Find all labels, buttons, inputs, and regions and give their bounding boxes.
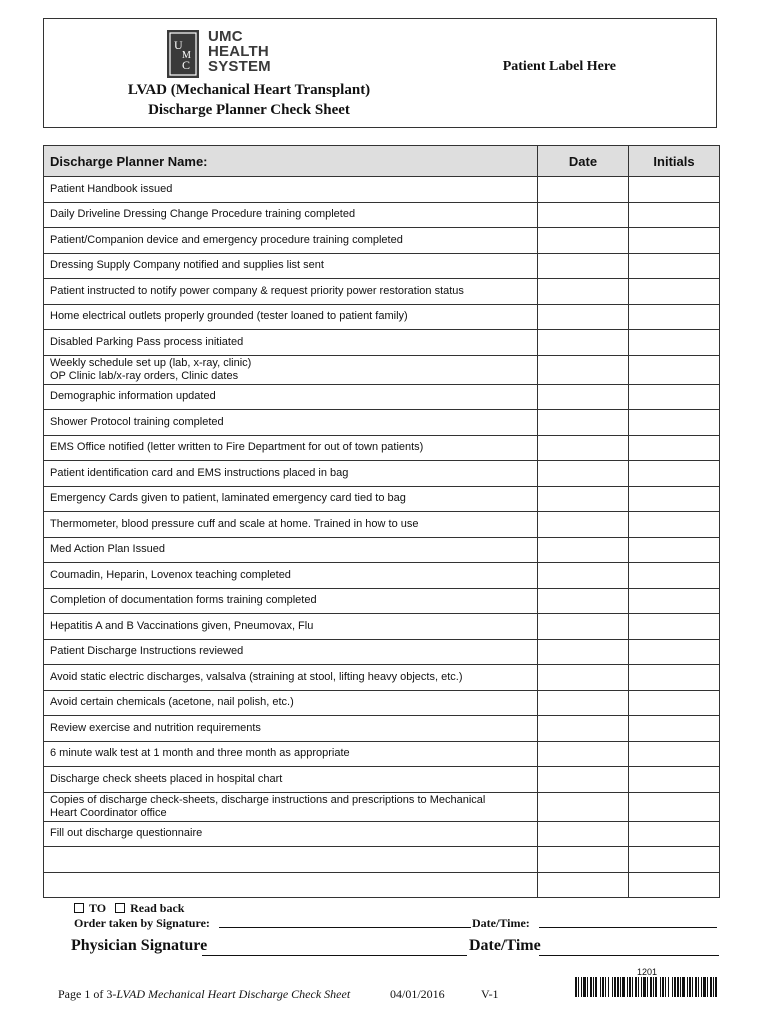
date-cell[interactable]: [538, 228, 629, 254]
date-cell[interactable]: [538, 512, 629, 538]
logo-text-line: HEALTH: [208, 43, 269, 60]
barcode-bar: [710, 977, 712, 997]
date-cell[interactable]: [538, 741, 629, 767]
initials-cell[interactable]: [629, 872, 720, 898]
footer-page-number: Page 1 of 3-: [58, 987, 117, 1001]
date-cell[interactable]: [538, 486, 629, 512]
date-cell[interactable]: [538, 614, 629, 640]
barcode-bar: [660, 977, 661, 997]
table-row: [44, 461, 720, 487]
checklist-item-text: Daily Driveline Dressing Change Procedure training completed: [50, 208, 356, 221]
barcode-bar: [620, 977, 621, 997]
table-row: [44, 253, 720, 279]
initials-cell[interactable]: [629, 690, 720, 716]
checklist-item: [44, 202, 538, 228]
table-row: [44, 614, 720, 640]
initials-cell[interactable]: [629, 461, 720, 487]
barcode-bar: [689, 977, 691, 997]
checklist-item-text: Coumadin, Heparin, Lovenox teaching completed: [50, 568, 291, 581]
table-row: [44, 177, 720, 203]
barcode-bar: [655, 977, 657, 997]
barcode-bar: [692, 977, 693, 997]
readback-checkbox[interactable]: [115, 903, 125, 913]
barcode-bar: [602, 977, 604, 997]
barcode-bar: [635, 977, 637, 997]
checklist-item: [44, 253, 538, 279]
date-cell[interactable]: [538, 461, 629, 487]
initials-header: Initials: [629, 146, 720, 177]
initials-cell[interactable]: [629, 639, 720, 665]
checklist-item-text: Fill out discharge questionnaire: [50, 827, 203, 840]
initials-cell[interactable]: [629, 614, 720, 640]
table-row: [44, 410, 720, 436]
checklist-item: [44, 614, 538, 640]
checklist-item: [44, 461, 538, 487]
table-row: [44, 767, 720, 793]
date-cell[interactable]: [538, 410, 629, 436]
footer-doc-name: LVAD Mechanical Heart Discharge Check Sheet: [116, 987, 351, 1001]
checklist-item-text: Copies of discharge check-sheets, discharge instructions and prescriptions to Mechanical: [50, 793, 486, 806]
to-label: TO: [89, 901, 107, 915]
barcode-bar: [665, 977, 666, 997]
table-row: [44, 665, 720, 691]
checklist-item: [44, 279, 538, 305]
initials-cell[interactable]: [629, 228, 720, 254]
checklist-item: [44, 512, 538, 538]
barcode-bar: [638, 977, 639, 997]
checklist-item: [44, 537, 538, 563]
logo-mark-c: C: [182, 58, 191, 72]
checklist-item: [44, 228, 538, 254]
date-header: Date: [538, 146, 629, 177]
initials-cell[interactable]: [629, 330, 720, 356]
initials-cell[interactable]: [629, 847, 720, 873]
barcode-bar: [612, 977, 613, 997]
barcode-bar: [587, 977, 588, 997]
checklist-item-text: Patient/Companion device and emergency procedure training completed: [50, 233, 403, 246]
barcode-bar: [687, 977, 688, 997]
checklist-item-text: Patient Handbook issued: [50, 182, 173, 195]
table-row: [44, 435, 720, 461]
date-cell[interactable]: [538, 177, 629, 203]
table-row: [44, 384, 720, 410]
date-cell[interactable]: [538, 537, 629, 563]
table-header-row: [44, 146, 720, 177]
checklist-item-text: Patient instructed to notify power company & request priority power restoration status: [50, 284, 464, 297]
table-row: [44, 279, 720, 305]
barcode-bar: [698, 977, 699, 997]
initials-cell[interactable]: [629, 767, 720, 793]
discharge-checklist-table: [43, 145, 720, 898]
barcode-bar: [595, 977, 597, 997]
logo-mark-m: M: [182, 50, 191, 61]
barcode-bar: [614, 977, 616, 997]
table-row: [44, 716, 720, 742]
initials-cell[interactable]: [629, 512, 720, 538]
barcode-bar: [593, 977, 594, 997]
barcode-bar: [677, 977, 679, 997]
date-cell[interactable]: [538, 202, 629, 228]
initials-cell[interactable]: [629, 588, 720, 614]
barcode-bar: [643, 977, 646, 997]
table-row: [44, 639, 720, 665]
table-row: [44, 690, 720, 716]
logo-text-line: SYSTEM: [208, 58, 271, 75]
barcode-bar: [641, 977, 642, 997]
date-cell[interactable]: [538, 355, 629, 384]
checklist-item-text: EMS Office notified (letter written to Fire Department for out of town patients): [50, 441, 424, 454]
order-signature-field[interactable]: [219, 915, 471, 928]
initials-cell[interactable]: [629, 304, 720, 330]
umc-shield-icon: [166, 29, 200, 79]
barcode-bar: [672, 977, 673, 997]
date-cell[interactable]: [538, 821, 629, 847]
date-cell[interactable]: [538, 384, 629, 410]
barcode-bar: [653, 977, 654, 997]
footer-page: [58, 987, 350, 1002]
barcode-bar: [578, 977, 579, 997]
barcode-bar: [590, 977, 592, 997]
planner-name-header: Discharge Planner Name:: [44, 146, 538, 177]
date-cell[interactable]: [538, 665, 629, 691]
initials-cell[interactable]: [629, 279, 720, 305]
date-cell[interactable]: [538, 253, 629, 279]
table-row: [44, 537, 720, 563]
checklist-item-text: Weekly schedule set up (lab, x-ray, clinic): [50, 356, 252, 369]
checklist-item: [44, 847, 538, 873]
checklist-item-text: Discharge check sheets placed in hospital chart: [50, 772, 283, 785]
umc-logo: [166, 29, 271, 79]
checklist-item: [44, 355, 538, 384]
physician-signature-field[interactable]: [202, 939, 467, 956]
barcode-bar: [632, 977, 633, 997]
initials-cell[interactable]: [629, 792, 720, 821]
table-row: [44, 228, 720, 254]
date-cell[interactable]: [538, 767, 629, 793]
date-cell[interactable]: [538, 588, 629, 614]
physician-datetime-field[interactable]: [539, 939, 719, 956]
checklist-item: [44, 690, 538, 716]
table-row: [44, 202, 720, 228]
table-row: [44, 741, 720, 767]
barcode-bar: [583, 977, 586, 997]
checklist-item: [44, 792, 538, 821]
checklist-item: [44, 588, 538, 614]
checklist-item: [44, 741, 538, 767]
checklist-item-text: Heart Coordinator office: [50, 806, 167, 819]
initials-cell[interactable]: [629, 253, 720, 279]
checklist-item-text: Patient identification card and EMS instructions placed in bag: [50, 466, 349, 479]
table-row: [44, 486, 720, 512]
table-row: [44, 588, 720, 614]
readback-label: Read back: [130, 901, 185, 915]
barcode-bar: [662, 977, 664, 997]
logo-text-line: UMC: [208, 28, 243, 45]
checklist-item: [44, 872, 538, 898]
barcode-bar: [674, 977, 676, 997]
header-box: [43, 18, 717, 128]
table-row: [44, 847, 720, 873]
date-cell[interactable]: [538, 304, 629, 330]
checklist-item: [44, 563, 538, 589]
table-row: [44, 792, 720, 821]
to-checkbox[interactable]: [74, 903, 84, 913]
logo-text: [208, 29, 271, 74]
barcode-bar: [600, 977, 601, 997]
initials-cell[interactable]: [629, 563, 720, 589]
barcode-bar: [695, 977, 697, 997]
logo-mark-u: U: [174, 38, 183, 52]
initials-cell[interactable]: [629, 355, 720, 384]
footer-version: V-1: [481, 987, 499, 1001]
table-row: [44, 821, 720, 847]
document-subtitle: Discharge Planner Check Sheet: [148, 102, 350, 118]
order-datetime-label: Date/Time:: [472, 916, 530, 930]
checklist-item-text: Disabled Parking Pass process initiated: [50, 335, 244, 348]
checklist-item-text: Emergency Cards given to patient, laminated emergency card tied to bag: [50, 492, 406, 505]
checklist-item: [44, 304, 538, 330]
physician-signature-label: Physician Signature: [71, 937, 208, 954]
patient-label-area: Patient Label Here: [502, 59, 616, 74]
order-datetime-label-wrap: [472, 916, 530, 931]
barcode-bar: [668, 977, 669, 997]
table-row: [44, 330, 720, 356]
checklist-item-text: Hepatitis A and B Vaccinations given, Pneumovax, Flu: [50, 619, 314, 632]
barcode-bar: [608, 977, 609, 997]
checklist-item-text: OP Clinic lab/x-ray orders, Clinic dates: [50, 369, 239, 382]
checklist-body: [44, 177, 720, 898]
initials-cell[interactable]: [629, 435, 720, 461]
document-title: LVAD (Mechanical Heart Transplant): [127, 82, 371, 98]
physician-datetime-label: Date/Time: [469, 937, 541, 954]
table-row: [44, 304, 720, 330]
date-cell[interactable]: [538, 690, 629, 716]
order-datetime-field[interactable]: [539, 915, 717, 928]
checklist-item: [44, 435, 538, 461]
checklist-item-text: Demographic information updated: [50, 390, 216, 403]
barcode-bar: [581, 977, 582, 997]
table-row: [44, 872, 720, 898]
checklist-item-text: Patient Discharge Instructions reviewed: [50, 645, 244, 658]
barcode-bar: [682, 977, 685, 997]
checklist-item-text: Shower Protocol training completed: [50, 415, 224, 428]
date-cell[interactable]: [538, 847, 629, 873]
checklist-item: [44, 177, 538, 203]
barcode-bar: [680, 977, 681, 997]
barcode-bar: [715, 977, 717, 997]
checklist-item-text: Med Action Plan Issued: [50, 543, 165, 556]
date-cell[interactable]: [538, 563, 629, 589]
date-cell[interactable]: [538, 716, 629, 742]
checklist-item-text: Avoid certain chemicals (acetone, nail polish, etc.): [50, 696, 294, 709]
initials-cell[interactable]: [629, 202, 720, 228]
barcode-icon: [575, 977, 720, 997]
date-cell[interactable]: [538, 330, 629, 356]
table-row: [44, 512, 720, 538]
checklist-item-text: Thermometer, blood pressure cuff and scale at home. Trained in how to use: [50, 517, 419, 530]
checklist-item: [44, 821, 538, 847]
date-cell[interactable]: [538, 435, 629, 461]
barcode-bar: [605, 977, 606, 997]
date-cell[interactable]: [538, 792, 629, 821]
order-signature-label: Order taken by Signature:: [74, 916, 210, 930]
date-cell[interactable]: [538, 279, 629, 305]
checklist-item-text: Review exercise and nutrition requirements: [50, 721, 261, 734]
barcode-bar: [703, 977, 706, 997]
barcode-bar: [707, 977, 708, 997]
barcode-bar: [701, 977, 702, 997]
checklist-item: [44, 410, 538, 436]
checklist-item: [44, 384, 538, 410]
initials-cell[interactable]: [629, 486, 720, 512]
table-row: [44, 563, 720, 589]
barcode-bar: [629, 977, 631, 997]
barcode-bar: [627, 977, 628, 997]
initials-cell[interactable]: [629, 821, 720, 847]
barcode-bar: [617, 977, 619, 997]
initials-cell[interactable]: [629, 741, 720, 767]
initials-cell[interactable]: [629, 665, 720, 691]
initials-cell[interactable]: [629, 177, 720, 203]
checklist-item-text: Dressing Supply Company notified and supplies list sent: [50, 259, 324, 272]
checklist-item-text: 6 minute walk test at 1 month and three month as appropriate: [50, 747, 350, 760]
barcode-bar: [713, 977, 714, 997]
date-cell[interactable]: [538, 872, 629, 898]
barcode-number: 1201: [637, 967, 658, 977]
barcode-bar: [622, 977, 625, 997]
initials-cell[interactable]: [629, 384, 720, 410]
checklist-item: [44, 716, 538, 742]
footer-date: 04/01/2016: [390, 987, 445, 1001]
table-row: [44, 355, 720, 384]
checklist-item: [44, 330, 538, 356]
barcode-bar: [575, 977, 577, 997]
barcode-bar: [647, 977, 648, 997]
date-cell[interactable]: [538, 639, 629, 665]
checklist-item-text: Avoid static electric discharges, valsalva (straining at stool, lifting heavy objects, etc.): [50, 670, 463, 683]
initials-cell[interactable]: [629, 410, 720, 436]
order-signature-row: [74, 916, 210, 931]
checklist-item-text: Completion of documentation forms training completed: [50, 594, 317, 607]
checklist-item: [44, 767, 538, 793]
checklist-item: [44, 639, 538, 665]
initials-cell[interactable]: [629, 537, 720, 563]
checklist-item-text: Home electrical outlets properly grounded (tester loaned to patient family): [50, 310, 408, 323]
checklist-item: [44, 486, 538, 512]
initials-cell[interactable]: [629, 716, 720, 742]
checklist-item: [44, 665, 538, 691]
order-options: [74, 901, 184, 916]
barcode-bar: [650, 977, 652, 997]
